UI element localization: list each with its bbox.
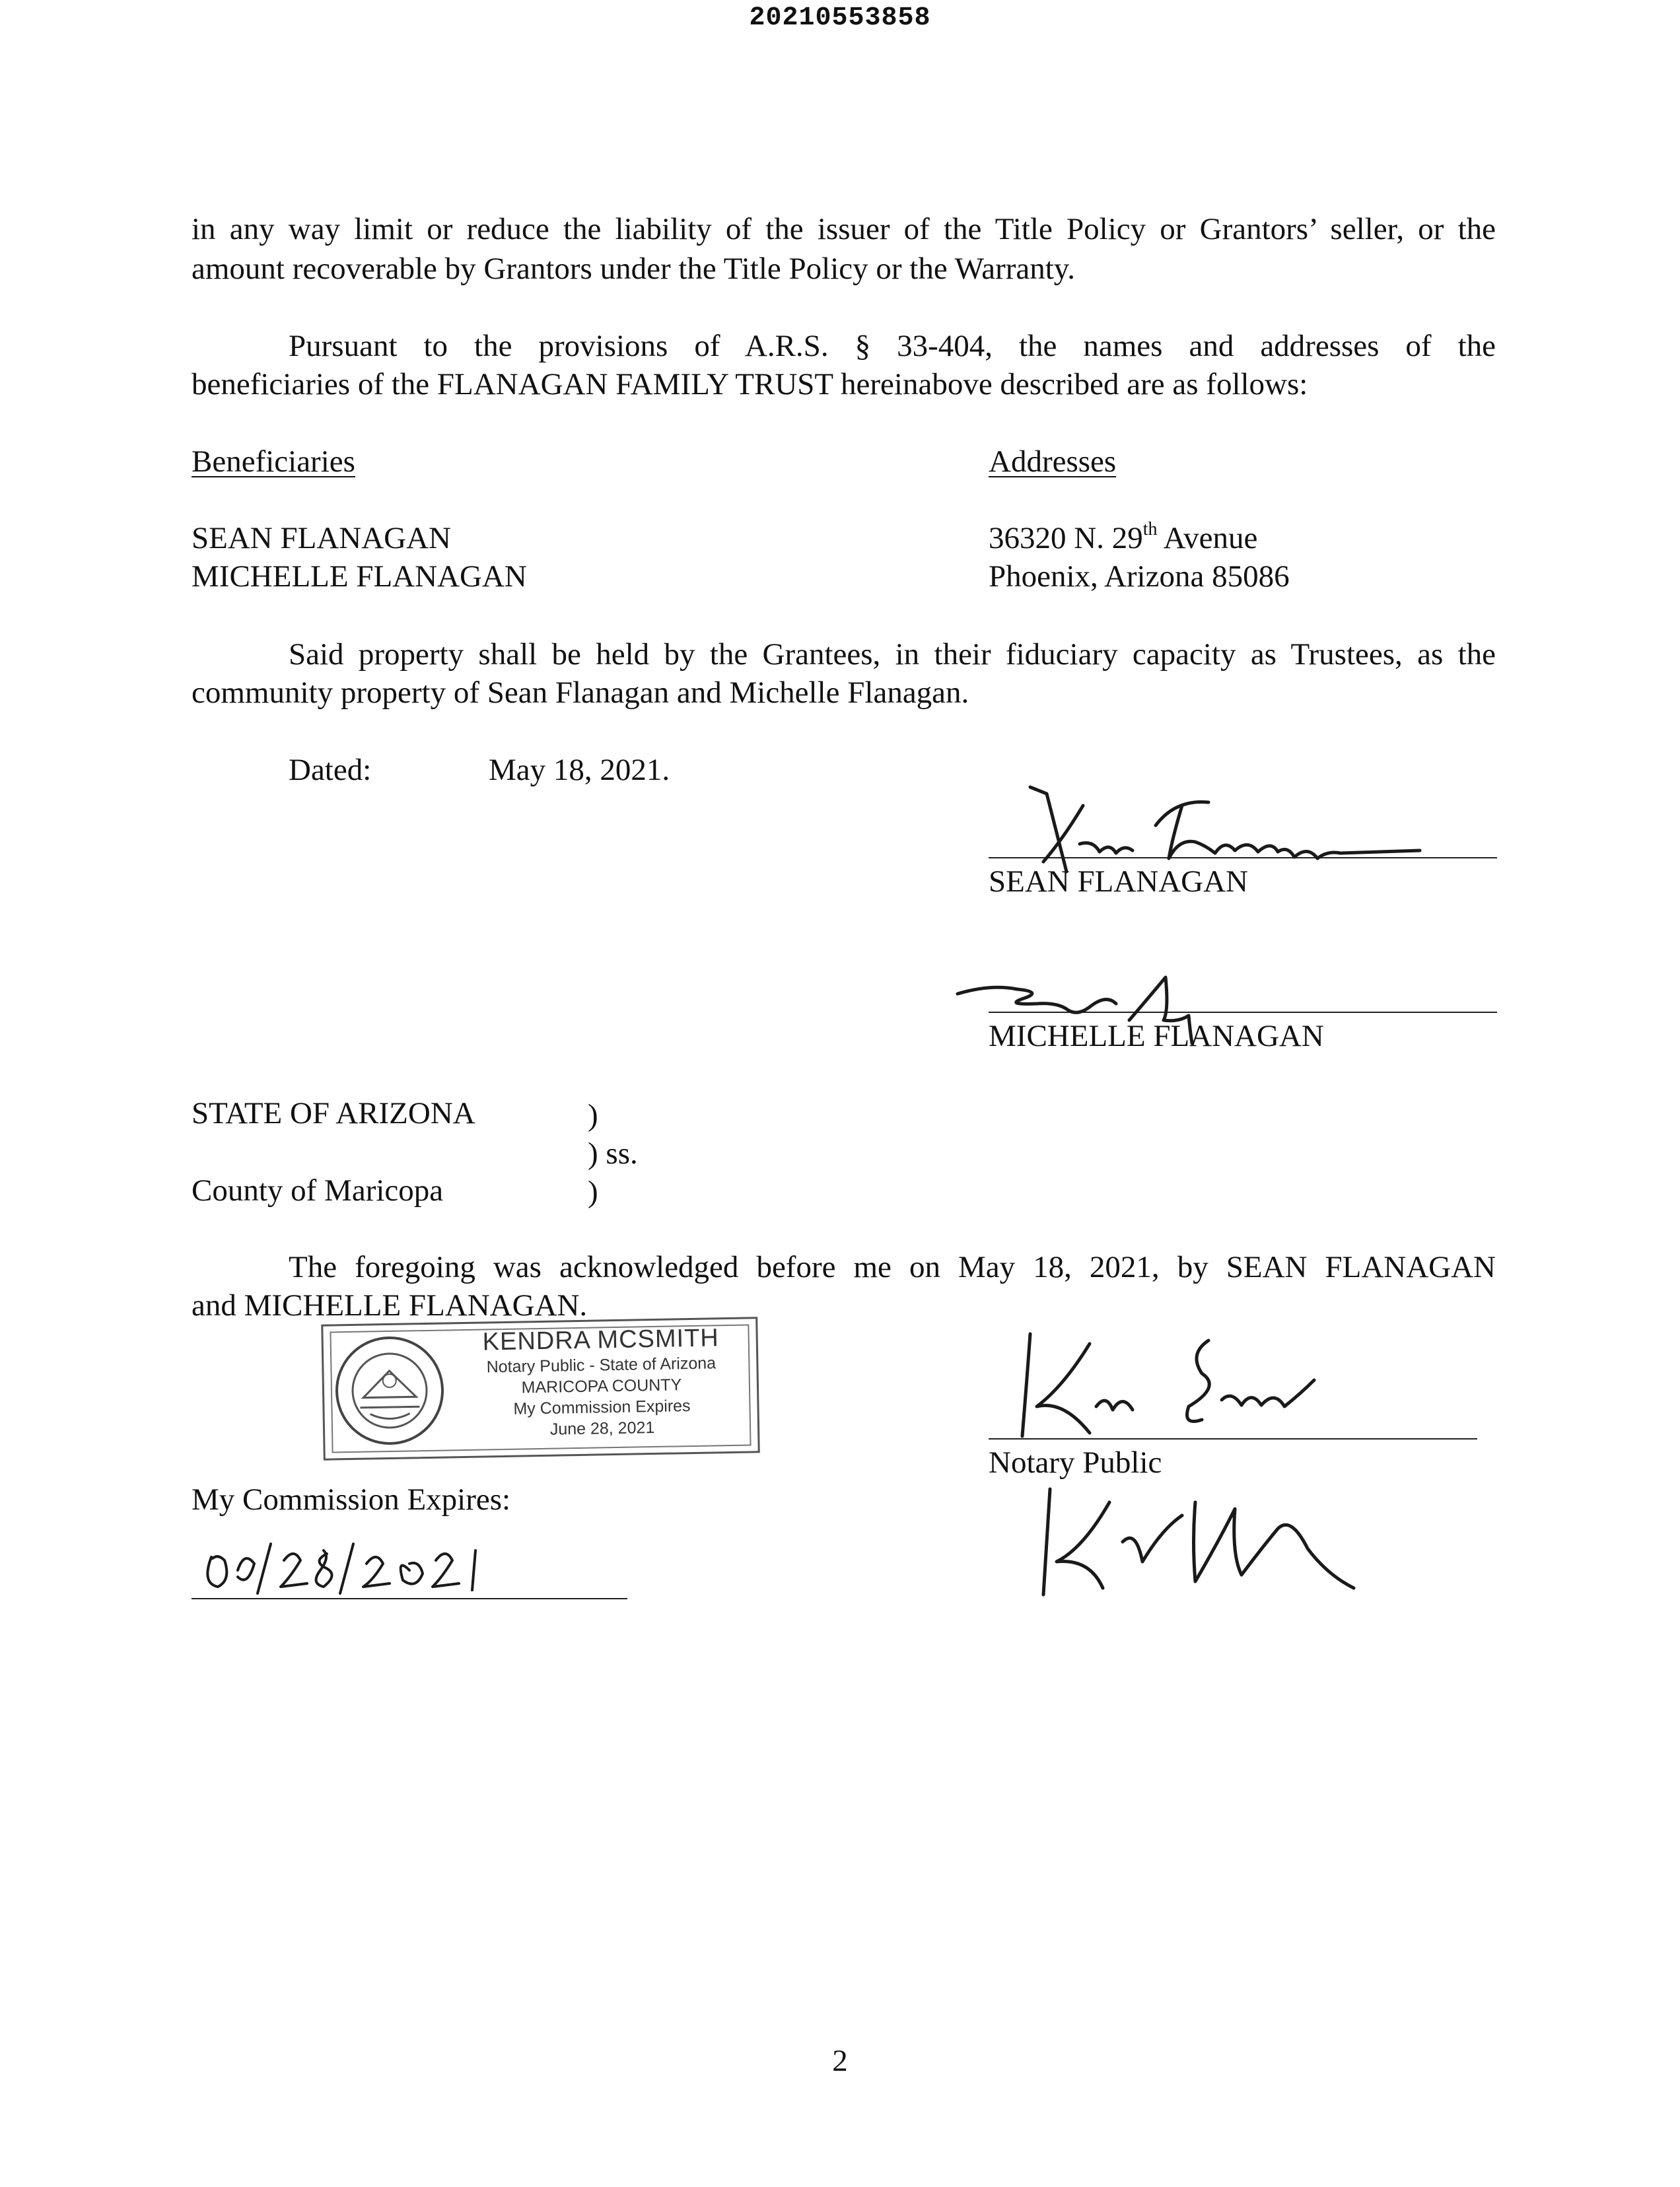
address-ordinal-suffix: th (1142, 519, 1158, 539)
address-number: 36320 N. 29 (989, 521, 1143, 555)
notary-initials (1030, 1476, 1400, 1601)
notary-stamp-line-3: My Commission Expires (513, 1397, 691, 1418)
document-number: 20210553858 (749, 3, 931, 33)
commission-date-handwritten (198, 1531, 515, 1603)
beneficiaries-heading: Beneficiaries (192, 444, 355, 479)
dated-value: May 18, 2021. (489, 753, 670, 787)
notary-signature-line (989, 1438, 1477, 1440)
notary-stamp (321, 1317, 759, 1461)
signer-2-name: MICHELLE FLANAGAN (989, 1019, 1324, 1053)
state-seal-icon (333, 1334, 447, 1448)
notary-stamp-line-2: MARICOPA COUNTY (521, 1375, 682, 1397)
venue-paren-3: ) (588, 1175, 598, 1209)
commission-expires-label: My Commission Expires: (192, 1482, 511, 1517)
acknowledgment-line-1: The foregoing was acknowledged before me on May 18, 2021, by SEAN FLANAGAN (289, 1250, 1496, 1284)
beneficiary-1: SEAN FLANAGAN (192, 521, 451, 555)
notary-stamp-text (455, 1323, 748, 1442)
notary-stamp-name: KENDRA MCSMITH (482, 1324, 720, 1356)
venue-state: STATE OF ARIZONA (192, 1096, 475, 1130)
paragraph-3-line-1: Said property shall be held by the Grantees, in their fiduciary capacity as Trustees, as the (289, 637, 1496, 672)
paragraph-2-line-1: Pursuant to the provisions of A.R.S. § 33-404, the names and addresses of the (289, 329, 1496, 363)
paragraph-1-line-1: in any way limit or reduce the liability of the issuer of the Title Policy or Grantors’ seller, or the (192, 212, 1496, 246)
paragraph-3-line-2: community property of Sean Flanagan and Michelle Flanagan. (192, 676, 969, 710)
page-number: 2 (832, 2044, 848, 2078)
beneficiary-2: MICHELLE FLANAGAN (192, 559, 527, 594)
venue-paren-1: ) (588, 1098, 598, 1132)
address-street: Avenue (1157, 521, 1258, 555)
notary-public-label: Notary Public (989, 1445, 1162, 1480)
signer-1-name: SEAN FLANAGAN (989, 864, 1248, 899)
notary-stamp-line-1: Notary Public - State of Arizona (486, 1354, 717, 1377)
paragraph-1-line-2: amount recoverable by Grantors under the Title Policy or the Warranty. (192, 252, 1075, 286)
address-line-2: Phoenix, Arizona 85086 (989, 559, 1290, 594)
venue-ss: ) ss. (588, 1136, 638, 1171)
addresses-heading: Addresses (989, 444, 1117, 479)
notary-stamp-line-4: June 28, 2021 (549, 1418, 655, 1439)
signature-notary (991, 1327, 1400, 1446)
paragraph-2-line-2: beneficiaries of the FLANAGAN FAMILY TRUST hereinabove described are as follows: (192, 367, 1308, 401)
address-line-1 (989, 519, 1257, 557)
acknowledgment-line-2: and MICHELLE FLANAGAN. (192, 1288, 588, 1323)
dated-label: Dated: (289, 753, 372, 787)
commission-date-line (192, 1598, 627, 1599)
venue-county: County of Maricopa (192, 1173, 444, 1208)
